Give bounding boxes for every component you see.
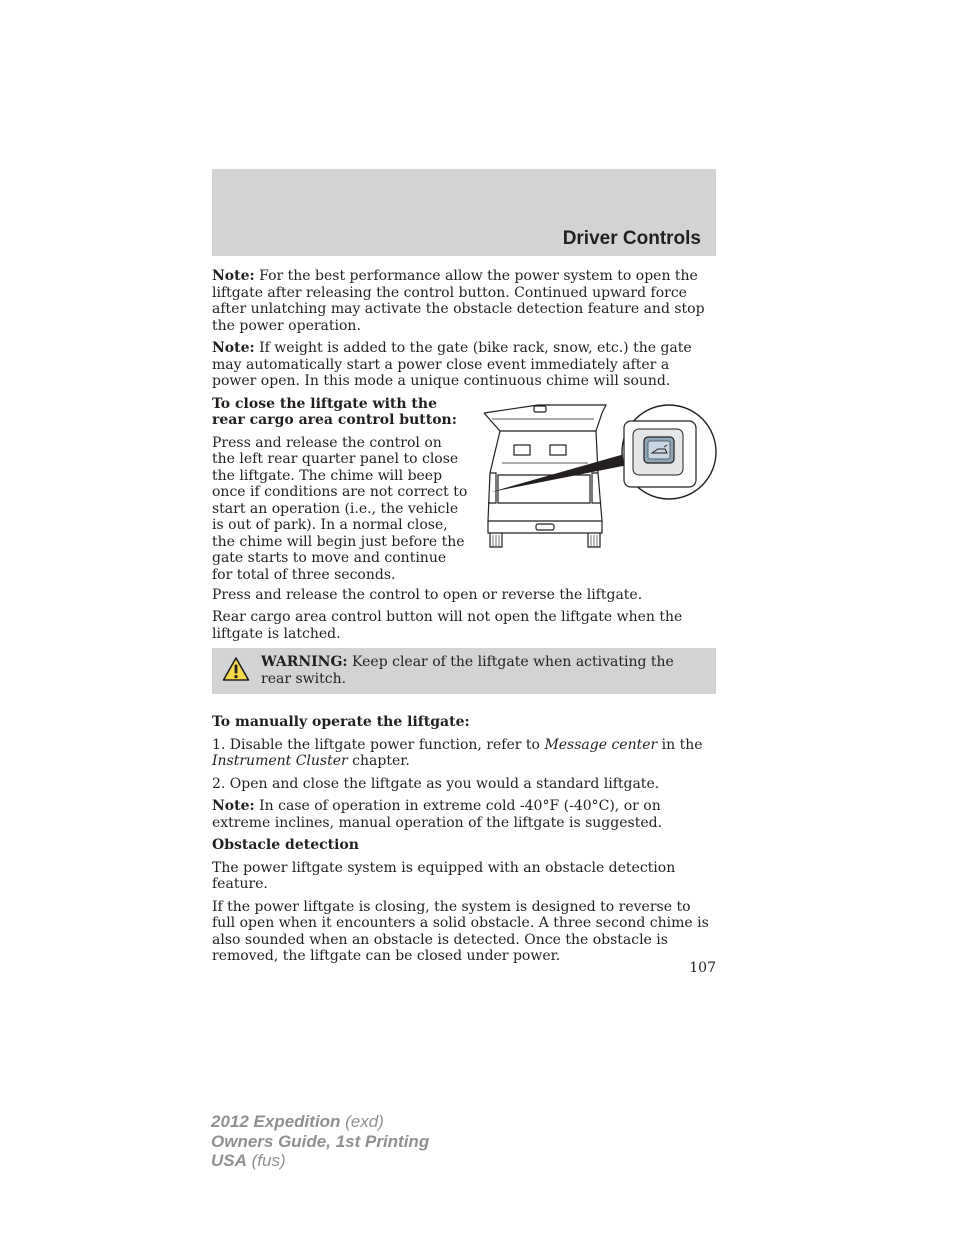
footer-market-code: (fus) xyxy=(246,1151,286,1170)
note-text: In case of operation in extreme cold -40°F (-40°C), or on extreme inclines, manual operation of the liftgate is suggested. xyxy=(212,798,663,831)
rear-button-paragraph: Rear cargo area control button will not open the liftgate when the liftgate is latched. xyxy=(212,609,683,642)
obstacle-heading xyxy=(212,837,716,854)
page-number: 107 xyxy=(689,960,716,976)
warning-label: WARNING: xyxy=(261,654,348,670)
manual-heading xyxy=(212,714,716,731)
note-paragraph-3 xyxy=(212,798,716,831)
note-text: For the best performance allow the power system to open the liftgate after releasing the control button. Continued upward force after unlatching may activate the obstacle detection feature and stop the power operation. xyxy=(212,268,705,334)
heading-text: Obstacle detection xyxy=(212,837,359,853)
section-title: Driver Controls xyxy=(562,228,701,249)
footer-line-2 xyxy=(211,1132,429,1152)
manual-step-2: 2. Open and close the liftgate as you would a standard liftgate. xyxy=(212,775,660,792)
note-paragraph-1 xyxy=(212,268,716,334)
note-label: Note: xyxy=(212,340,255,356)
footer-model: 2012 Expedition xyxy=(211,1112,341,1131)
footer-market: USA xyxy=(211,1151,247,1170)
warning-triangle-icon xyxy=(222,656,250,682)
note-label: Note: xyxy=(212,268,255,284)
heading-text: To close the liftgate with the rear cargo area control button: xyxy=(212,395,457,428)
chapter-reference: Message center xyxy=(544,736,658,753)
close-liftgate-heading xyxy=(212,396,468,429)
section-header-band xyxy=(212,169,716,256)
warning-box xyxy=(212,648,716,694)
press-release-paragraph: Press and release the control to open or reverse the liftgate. xyxy=(212,586,643,603)
note-label: Note: xyxy=(212,798,255,814)
step-text: chapter. xyxy=(347,753,410,769)
page-content xyxy=(212,268,716,971)
manual-step-1 xyxy=(212,737,716,770)
obstacle-paragraph-2: If the power liftgate is closing, the system is designed to reverse to full open when it encounters a solid obstacle. A three second chime is also sounded when an obstacle is detected. Once the obstacle is removed, the liftgate can be closed under power. xyxy=(212,898,709,964)
warning-body: Keep clear of the liftgate when activating the rear switch. xyxy=(261,654,674,687)
heading-text: To manually operate the liftgate: xyxy=(212,714,470,730)
step-text: 1. Disable the liftgate power function, refer to xyxy=(212,736,545,753)
footer-line-3 xyxy=(211,1151,429,1171)
close-liftgate-section xyxy=(212,396,716,582)
obstacle-paragraph-1: The power liftgate system is equipped with an obstacle detection feature. xyxy=(212,859,676,892)
footer-edition: Owners Guide, 1st Printing xyxy=(211,1131,430,1151)
footer-code: (exd) xyxy=(340,1112,384,1131)
footer-line-1 xyxy=(211,1112,429,1132)
note-paragraph-2 xyxy=(212,340,716,390)
chapter-reference: Instrument Cluster xyxy=(212,753,348,769)
note-text: If weight is added to the gate (bike rack, snow, etc.) the gate may automatically start a power close event immediately after a power open. In this mode a unique continuous chime will sound. xyxy=(212,340,692,389)
close-liftgate-text xyxy=(212,396,468,590)
step-text: in the xyxy=(657,736,703,753)
warning-text xyxy=(261,654,674,687)
liftgate-button-illustration xyxy=(478,391,718,551)
document-footer xyxy=(211,1112,429,1171)
close-liftgate-body: Press and release the control on the left rear quarter panel to close the liftgate. The chime will beep once if conditions are not correct to start an operation (i.e., the vehicle is out of park). In a normal close, the chime will begin just before the gate starts to move and continue for total of three seconds. xyxy=(212,434,468,583)
